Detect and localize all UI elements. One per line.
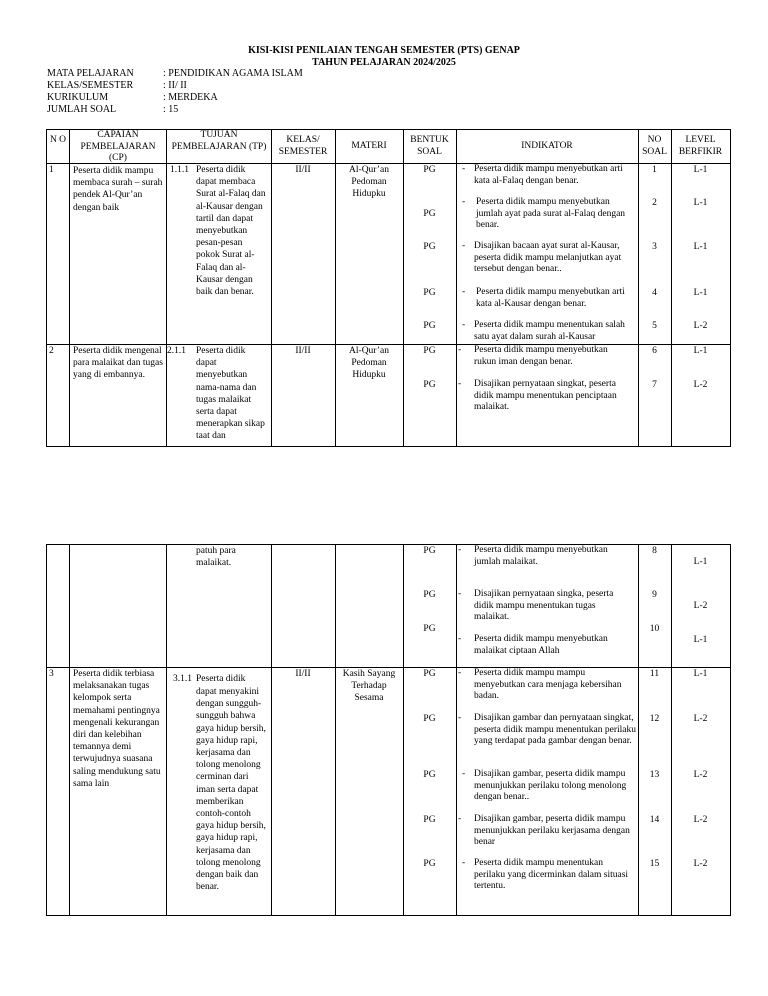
row3-item4-no: 14 xyxy=(649,815,660,825)
row1-item3-dash: - xyxy=(462,241,466,251)
meta-value-jumlah: : 15 xyxy=(163,104,179,115)
row3-item3-bentuk: PG xyxy=(423,770,436,780)
row2-tp-number: 2.1.1 xyxy=(167,346,186,356)
row2-item5-dash: - xyxy=(458,634,462,644)
row3-tp-number: 3.1.1 xyxy=(173,674,192,684)
row2-item4-dash: - xyxy=(458,589,462,599)
row3-item1-level: L-1 xyxy=(693,669,708,679)
header-cp: CAPAIAN PEMBELAJARAN (CP) xyxy=(80,130,156,163)
row3-item5-no: 15 xyxy=(649,859,660,869)
row2-cp: Peserta didik mengenal para malaikat dan tugas yang di embannya. xyxy=(73,346,163,381)
row3-item2-bentuk: PG xyxy=(423,714,436,724)
document-title: KISI-KISI PENILAIAN TENGAH SEMESTER (PTS) GENAP xyxy=(248,45,520,56)
row3-item3-indikator: Disajikan gambar, peserta didik mampu menunjukkan perilaku tolong menolong dengan benar.. xyxy=(474,769,627,802)
row1-item3-level: L-1 xyxy=(693,242,708,252)
row2-tp: Peserta didik dapat menyebutkan nama-nama dan tugas malaikat serta dapat menerapkan sikap taat dan xyxy=(196,346,265,442)
row1-item4-dash: - xyxy=(462,287,466,297)
row3-item4-dash: - xyxy=(458,814,462,824)
row2-item2-bentuk: PG xyxy=(423,380,436,390)
row3-item2-no: 12 xyxy=(649,714,660,724)
meta-label-jumlah: JUMLAH SOAL xyxy=(47,104,117,115)
row2-item1-no: 6 xyxy=(652,346,657,356)
header-no: N O xyxy=(49,135,67,145)
row1-item3-indikator: Disajikan bacaan ayat surat al-Kausar, peserta didik mampu melanjutkan ayat tersebut dengan benar.. xyxy=(474,241,622,274)
row1-no: 1 xyxy=(49,165,54,175)
row3-item1-no: 11 xyxy=(649,669,660,679)
row2-item5-no: 10 xyxy=(649,624,660,634)
header-materi: MATERI xyxy=(351,141,387,151)
row2-materi: Al-Qur’an Pedoman Hidupku xyxy=(349,346,389,381)
row1-item1-level: L-1 xyxy=(693,165,708,175)
row2-item3-dash: - xyxy=(458,545,462,555)
row2-item2-dash: - xyxy=(458,379,462,389)
row1-item4-level: L-1 xyxy=(693,288,708,298)
meta-label-kurikulum: KURIKULUM xyxy=(47,92,109,103)
row3-item3-level: L-2 xyxy=(693,770,708,780)
row1-item2-dash: - xyxy=(462,197,466,207)
row3-item3-dash: - xyxy=(462,769,466,779)
header-nosoal: NO SOAL xyxy=(642,135,667,157)
row1-item4-bentuk: PG xyxy=(423,288,436,298)
row1-tp: Peserta didik dapat membaca Surat al-Falaq dan al-Kausar dengan tartil dan dapat menyebutkan pesan-pesan pokok Surat al-Falaq dan al-Kausar dengan baik dan benar. xyxy=(196,165,266,298)
row1-item4-indikator: Peserta didik mampu menyebutkan arti kata al-Kausar dengan benar. xyxy=(476,287,625,309)
row3-item4-indikator: Disajikan gambar, peserta didik mampu menunjukkan perilaku kerjasama dengan benar xyxy=(474,814,630,847)
row2-item2-no: 7 xyxy=(652,380,657,390)
row2-no: 2 xyxy=(49,346,54,356)
row3-tp: dapat menyakini dengan sungguh-sungguh bahwa gaya hidup bersih, gaya hidup rapi, kerjasama dan tolong menolong cerminan dari iman serta dapat memberikan contoh-contoh gaya hidup bersih, gaya hidup rapi, kerjasama dan tolong menolong dengan baik dan benar. xyxy=(196,687,266,893)
row2-item5-bentuk: PG xyxy=(423,624,436,634)
row3-kelas: II/II xyxy=(295,669,311,679)
row2-item4-indikator: Disajikan pernyataan singka, peserta didik mampu menentukan tugas malaikat. xyxy=(474,589,614,622)
row3-item4-level: L-2 xyxy=(693,815,708,825)
header-level: LEVEL BERFIKIR xyxy=(678,135,723,157)
row3-item4-bentuk: PG xyxy=(423,815,436,825)
row1-item5-level: L-2 xyxy=(693,321,708,331)
header-indikator: INDIKATOR xyxy=(521,141,573,151)
meta-label-mapel: MATA PELAJARAN xyxy=(47,68,134,79)
row1-item1-bentuk: PG xyxy=(423,165,436,175)
row1-item2-indikator: Peserta didik mampu menyebutkan jumlah ayat pada surat al-Falaq dengan benar. xyxy=(476,197,626,230)
header-tp: TUJUAN PEMBELAJARAN (TP) xyxy=(171,130,267,152)
row3-item2-indikator: Disajikan gambar dan pernyataan singkat, peserta didik mampu menentukan perilaku yang terdapat pada gambar dengan benar. xyxy=(474,713,636,746)
row2-item2-level: L-2 xyxy=(693,380,708,390)
row3-item5-level: L-2 xyxy=(693,859,708,869)
row1-item1-dash: - xyxy=(462,164,466,174)
row2-item3-indikator: Peserta didik mampu menyebutkan jumlah malaikat. xyxy=(474,545,608,567)
row1-tp-number: 1.1.1 xyxy=(170,165,189,175)
row1-item1-no: 1 xyxy=(652,165,657,175)
row3-item5-indikator: Peserta didik mampu menentukan perilaku yang dicerminkan dalam situasi tertentu. xyxy=(474,858,629,891)
row2-item1-bentuk: PG xyxy=(423,346,436,356)
row2-item3-bentuk: PG xyxy=(423,546,436,556)
row2-item5-indikator: Peserta didik mampu menyebutkan malaikat ciptaan Allah xyxy=(474,634,608,656)
row1-item2-level: L-1 xyxy=(693,198,708,208)
row3-materi: Kasih Sayang Terhadap Sesama xyxy=(342,669,396,704)
row1-item4-no: 4 xyxy=(652,288,657,298)
meta-value-mapel: : PENDIDIKAN AGAMA ISLAM xyxy=(163,68,303,79)
row1-item2-no: 2 xyxy=(652,198,657,208)
row3-item2-level: L-2 xyxy=(693,714,708,724)
row1-item5-bentuk: PG xyxy=(423,321,436,331)
row1-materi: Al-Qur’an Pedoman Hidupku xyxy=(349,165,389,200)
row1-item3-no: 3 xyxy=(652,242,657,252)
row3-no: 3 xyxy=(49,669,54,679)
row3-item1-dash: - xyxy=(458,668,462,678)
row2-item1-level: L-1 xyxy=(693,346,708,356)
meta-value-kelas: : II/ II xyxy=(163,80,187,91)
row3-item2-dash: - xyxy=(458,713,462,723)
row2-item3-level: L-1 xyxy=(693,557,708,567)
row3-tp-first: Peserta didik xyxy=(196,674,246,684)
row3-item5-dash: - xyxy=(462,858,466,868)
row3-cp: Peserta didik terbiasa melaksanakan tugas kelompok serta memahami pentingnya mengenali kekurangan diri dan kelebihan temannya demi terwujudnya suasana saling mendukung satu sama lain xyxy=(73,669,161,789)
document-subtitle: TAHUN PELAJARAN 2024/2025 xyxy=(312,57,456,68)
row3-item1-bentuk: PG xyxy=(423,669,436,679)
row2-item4-bentuk: PG xyxy=(423,590,436,600)
row3-item5-bentuk: PG xyxy=(423,859,436,869)
row1-item5-indikator: Peserta didik mampu menentukan salah satu ayat dalam surah al-Kausar xyxy=(474,320,625,342)
meta-label-kelas: KELAS/SEMESTER xyxy=(47,80,134,91)
row1-item3-bentuk: PG xyxy=(423,242,436,252)
row1-kelas: II/II xyxy=(295,165,311,175)
header-bentuk: BENTUK SOAL xyxy=(410,135,449,157)
row1-item5-no: 5 xyxy=(652,321,657,331)
row2-item1-dash: - xyxy=(458,345,462,355)
row2-kelas: II/II xyxy=(295,346,311,356)
row2-item4-level: L-2 xyxy=(693,601,708,611)
row2-tp-continued: patuh para malaikat. xyxy=(196,546,236,569)
row3-item1-indikator: Peserta didik mampu mampu menyebutkan cara menjaga kebersihan badan. xyxy=(474,668,622,701)
row2-item3-no: 8 xyxy=(652,546,657,556)
row2-item1-indikator: Peserta didik mampu menyebutkan rukun iman dengan benar. xyxy=(474,345,608,367)
row2-item4-no: 9 xyxy=(652,590,657,600)
header-kelas: KELAS/ SEMESTER xyxy=(278,135,328,157)
row3-item3-no: 13 xyxy=(649,770,660,780)
row1-item5-dash: - xyxy=(462,320,466,330)
row1-cp: Peserta didik mampu membaca surah – surah pendek Al-Qur’an dengan baik xyxy=(73,166,163,213)
row2-item2-indikator: Disajikan pernyataan singkat, peserta didik mampu menentukan penciptaan malaikat. xyxy=(474,379,617,412)
row1-item2-bentuk: PG xyxy=(423,209,436,219)
meta-value-kurikulum: : MERDEKA xyxy=(163,92,218,103)
row2-item5-level: L-1 xyxy=(693,635,708,645)
row1-item1-indikator: Peserta didik mampu menyebutkan arti kata al-Falaq dengan benar. xyxy=(474,164,623,186)
